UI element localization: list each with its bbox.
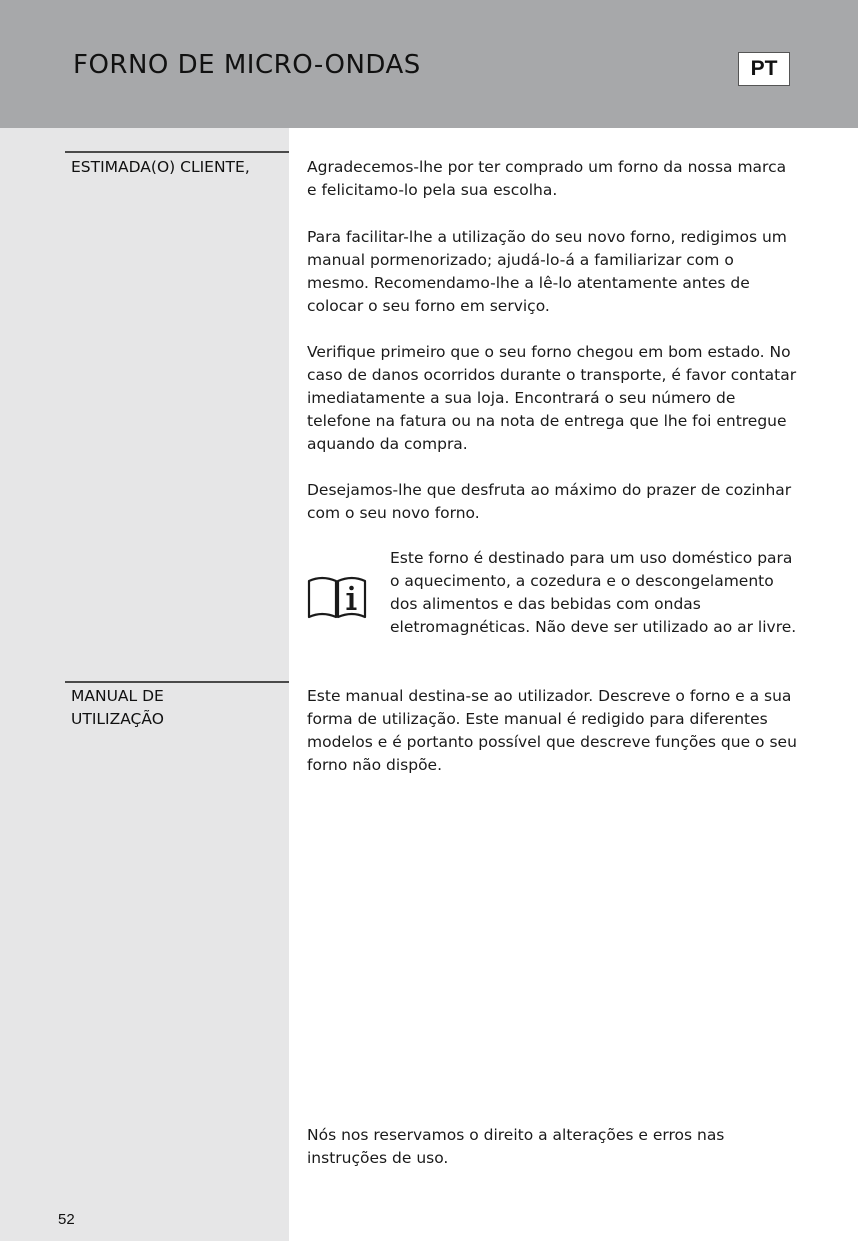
paragraph-manual-intro: Para facilitar-lhe a utilização do seu novo forno, redigimos um manual pormenorizado; ajudá-lo-á a familiarizar com o mesmo. Recomendamo-lhe a lê-lo atentamente antes de colocar o seu forno em serviço. xyxy=(307,228,787,315)
page-number: 52 xyxy=(58,1211,75,1228)
info-manual-icon xyxy=(307,573,367,619)
paragraph-thanks: Agradecemos-lhe por ter comprado um forno da nossa marca e felicitamo-lo pela sua escolha. xyxy=(307,158,787,199)
page-header xyxy=(0,0,858,128)
paragraph-manual-scope: Este manual destina-se ao utilizador. Descreve o forno e a sua forma de utilização. Este manual é redigido para diferentes modelos e é portanto possível que descreve funções que o seu forno não dispõe. xyxy=(307,687,797,774)
section-label-line: MANUAL DE xyxy=(71,687,164,705)
section-label-manual xyxy=(71,685,164,731)
paragraph-enjoy: Desejamos-lhe que desfruta ao máximo do prazer de cozinhar com o seu novo forno. xyxy=(307,481,792,522)
document-title: FORNO DE MICRO-ONDAS xyxy=(73,50,421,80)
section-rule xyxy=(65,151,289,153)
language-badge: PT xyxy=(738,52,790,86)
footer-note: Nós nos reservamos o direito a alterações e erros nas instruções de uso. xyxy=(307,1126,725,1167)
section-label-customer: ESTIMADA(O) CLIENTE, xyxy=(71,158,250,176)
paragraph-check-condition: Verifique primeiro que o seu forno chegou em bom estado. No caso de danos ocorridos durante o transporte, é favor contatar imediatamente a sua loja. Encontrará o seu número de telefone na fatura ou na nota de entrega que lhe foi entregue aquando da compra. xyxy=(307,343,797,453)
section-rule xyxy=(65,681,289,683)
section-label-line: UTILIZAÇÃO xyxy=(71,710,164,728)
info-note-domestic-use: Este forno é destinado para um uso doméstico para o aquecimento, a cozedura e o descongelamento dos alimentos e das bebidas com ondas eletromagnéticas. Não deve ser utilizado ao ar livre. xyxy=(390,549,797,636)
